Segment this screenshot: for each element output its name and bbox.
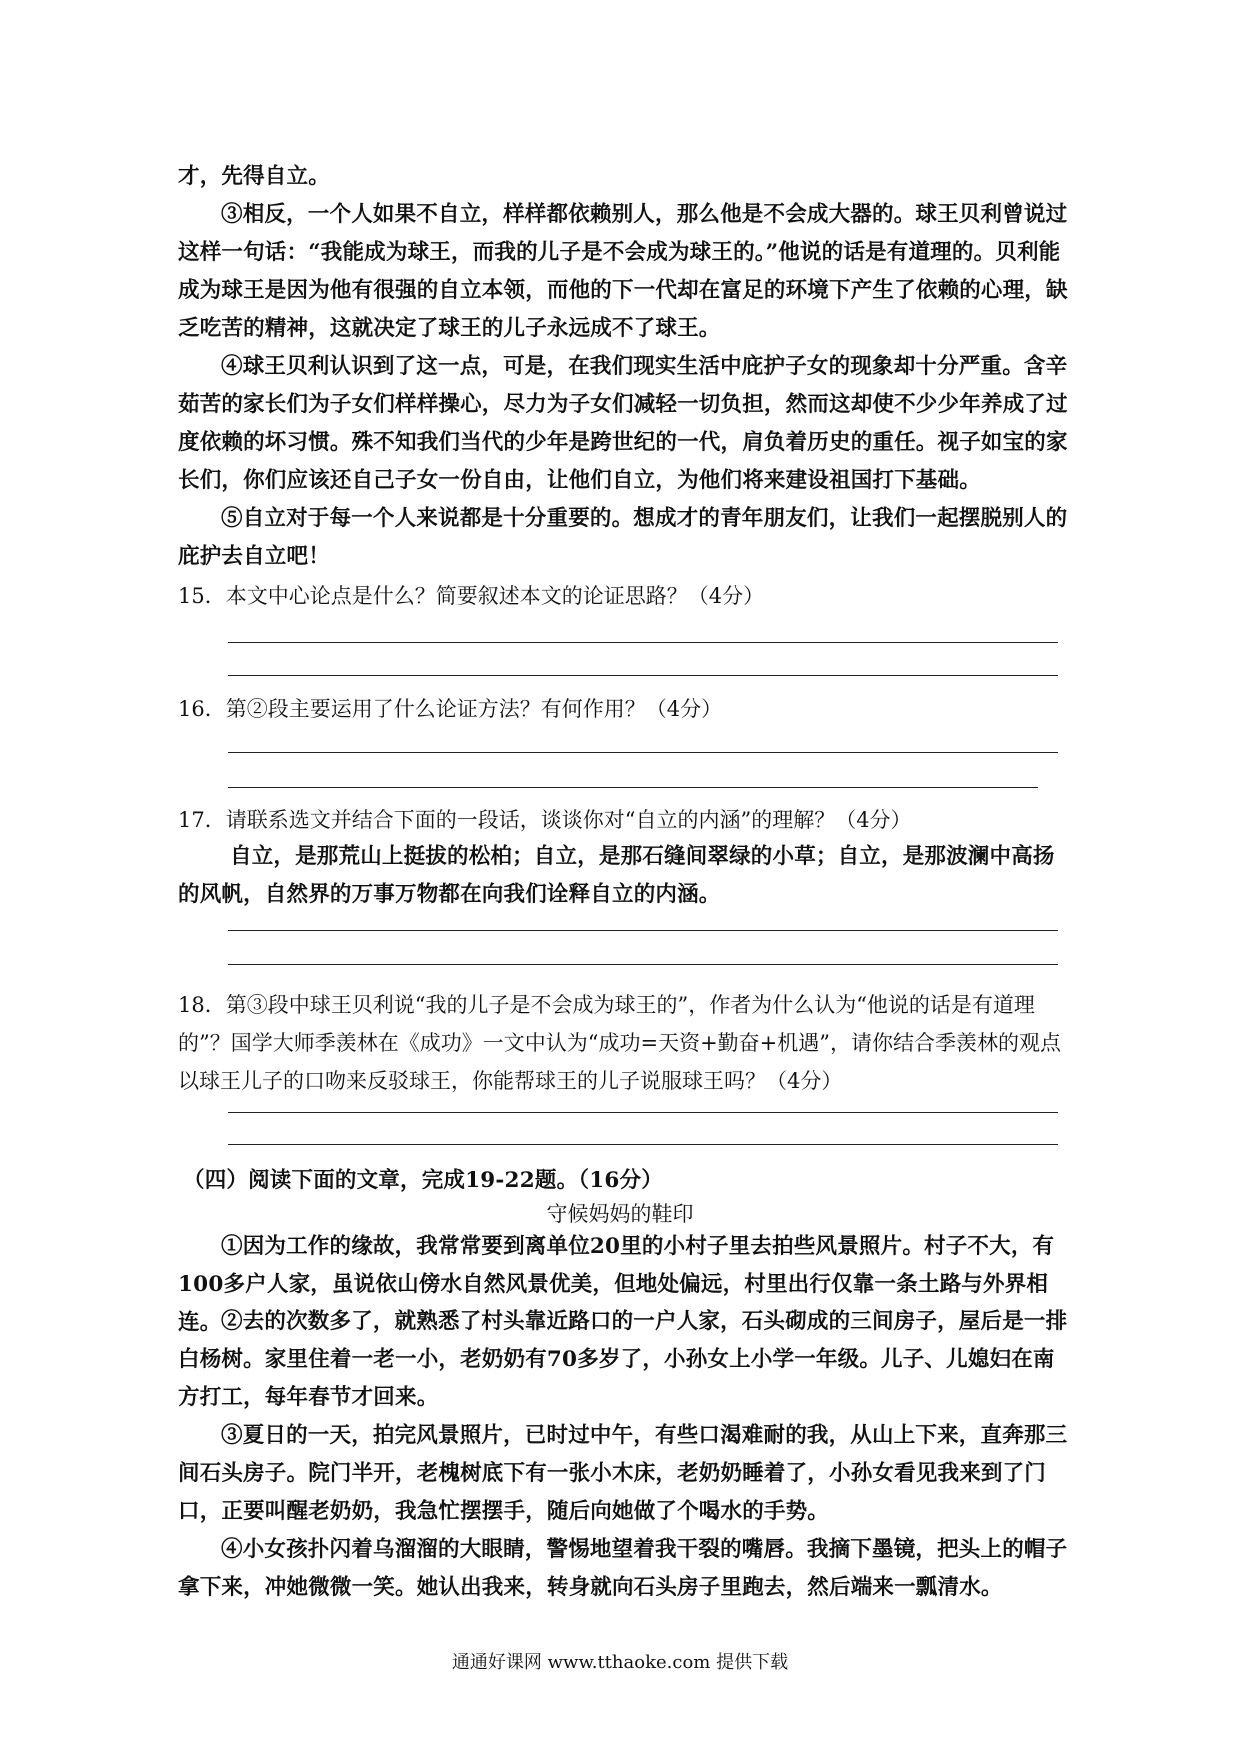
answer-line[interactable] [228, 1112, 1058, 1113]
paragraph-4: ④球王贝利认识到了这一点，可是，在我们现实生活中庇护子女的现象却十分严重。含辛茹苦的家长们为子女们样样操心，尽力为子女们减轻一切负担，然而这却使不少少年养成了过度依赖的坏习惯。殊不知我们当代的少年是跨世纪的一代，肩负着历史的重任。视子如宝的家长们，你们应该还自己子女一份自由，让他们自立，为他们将来建设祖国打下基础。 [178, 354, 1068, 493]
answer-line[interactable] [228, 675, 1058, 676]
answer-line[interactable] [228, 930, 1058, 931]
question-17: 17．请联系选文并结合下面的一段话，谈谈你对“自立的内涵”的理解？（4分） [178, 808, 912, 832]
article-paragraph-4: ④小女孩扑闪着乌溜溜的大眼睛，警惕地望着我干裂的嘴唇。我摘下墨镜，把头上的帽子拿下来，冲她微微一笑。她认出我来，转身就向石头房子里跑去，然后端来一瓢清水。 [178, 1537, 1068, 1600]
article-title: 守候妈妈的鞋印 [546, 1202, 694, 1226]
article-paragraph-2: ②去的次数多了，就熟悉了村头靠近路口的一户人家，石头砌成的三间房子，屋后是一排白杨树。家里住着一老一小，老奶奶有70多岁了，小孙女上小学一年级。儿子、儿媳妇在南方打工，每年春节才回来。 [178, 1309, 1068, 1410]
article-paragraph-3: ③夏日的一天，拍完风景照片，已时过中午，有些口渴难耐的我，从山上下来，直奔那三间石头房子。院门半开，老槐树底下有一张小木床，老奶奶睡着了，小孙女看见我来到了门口，正要叫醒老奶奶，我急忙摆摆手，随后向她做了个喝水的手势。 [178, 1423, 1068, 1524]
article-paragraph-1: ①因为工作的缘故，我常常要到离单位20里的小村子里去拍些风景照片。村子不大，有100多户人家，虽说依山傍水自然风景优美，但地处偏远，村里出行仅靠一条土路与外界相连。 [178, 1234, 1055, 1335]
answer-line[interactable] [228, 964, 1058, 965]
answer-line[interactable] [228, 787, 1038, 788]
answer-line[interactable] [228, 752, 1058, 753]
answer-line[interactable] [228, 1144, 1058, 1145]
question-16: 16．第②段主要运用了什么论证方法？有何作用？（4分） [178, 697, 723, 721]
answer-line[interactable] [228, 642, 1058, 643]
page-footer: 通通好课网 www.tthaoke.com 提供下载 [451, 1652, 789, 1673]
question-17-quote: 自立，是那荒山上挺拔的松柏；自立，是那石缝间翠绿的小草；自立，是那波澜中高扬的风帆，自然界的万事万物都在向我们诠释自立的内涵。 [178, 844, 1055, 907]
section-4-header: （四）阅读下面的文章，完成19-22题。（16分） [183, 1168, 663, 1193]
paragraph-5: ⑤自立对于每一个人来说都是十分重要的。想成才的青年朋友们，让我们一起摆脱别人的庇护去自立吧！ [178, 506, 1068, 569]
paragraph-3: ③相反，一个人如果不自立，样样都依赖别人，那么他是不会成大器的。球王贝利曾说过这样一句话：“我能成为球王，而我的儿子是不会成为球王的。”他说的话是有道理的。贝利能成为球王是因为他有很强的自立本领，而他的下一代却在富足的环境下产生了依赖的心理，缺乏吃苦的精神，这就决定了球王的儿子永远成不了球王。 [178, 202, 1068, 341]
question-15: 15．本文中心论点是什么？简要叙述本文的论证思路？（4分） [178, 584, 765, 608]
question-18: 18．第③段中球王贝利说“我的儿子是不会成为球王的”，作者为什么认为“他说的话是有道理的”？国学大师季羡林在《成功》一文中认为“成功=天资+勤奋+机遇”，请你结合季羡林的观点以球王儿子的口吻来反驳球王，你能帮球王的儿子说服球王吗？（4分） [178, 993, 1061, 1093]
paragraph-end: 才，先得自立。 [178, 164, 330, 189]
